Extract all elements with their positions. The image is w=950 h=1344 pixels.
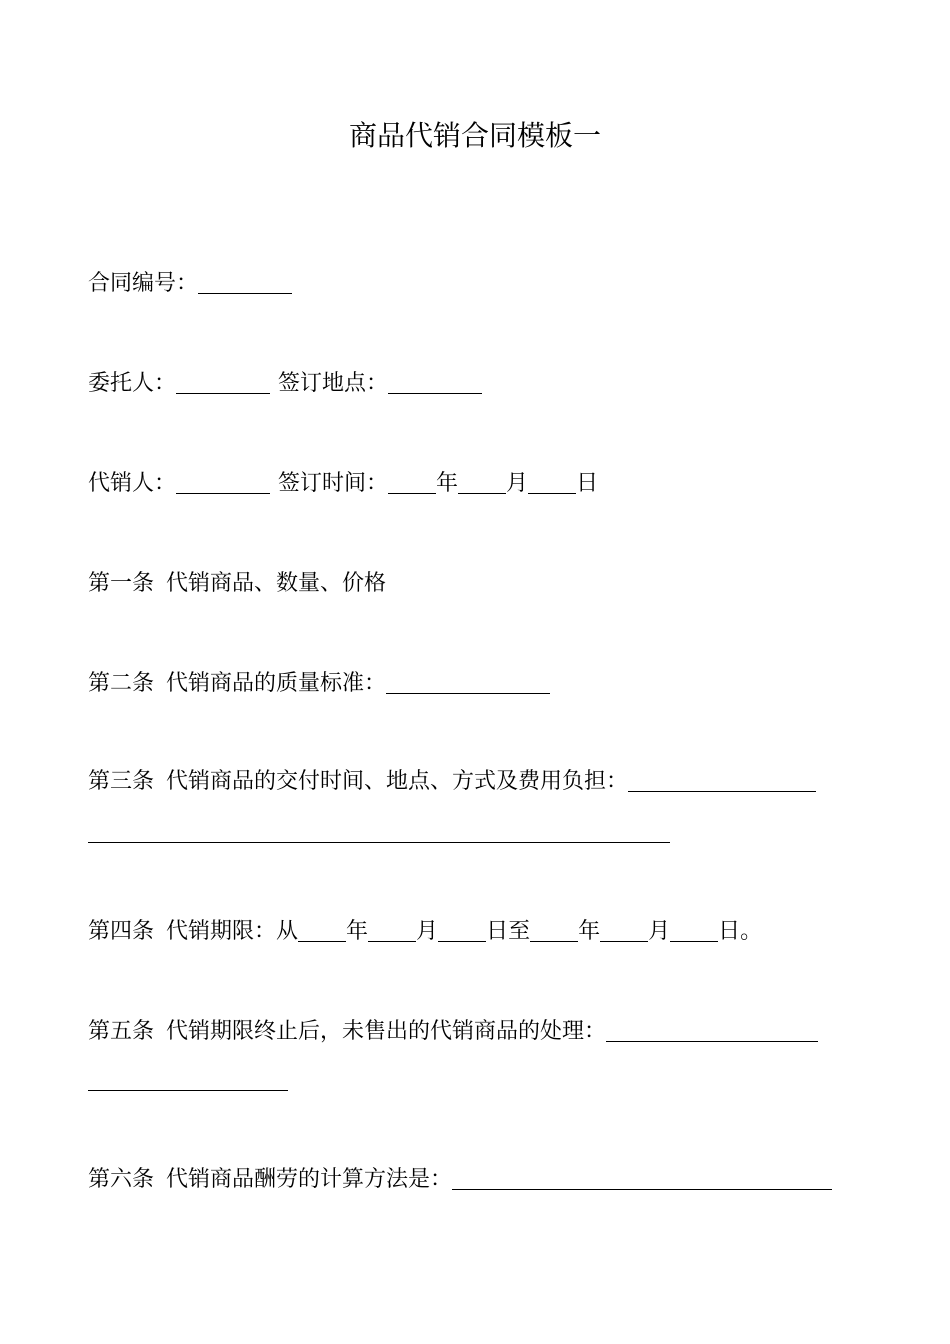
start-year-blank[interactable]: [298, 919, 346, 942]
clause-6-text: 代销商品酬劳的计算方法是：: [166, 1167, 453, 1192]
start-month-text: 月: [416, 919, 439, 944]
start-year-text: 年: [346, 919, 369, 944]
clause-1-text: 代销商品、数量、价格: [166, 571, 387, 596]
sign-month-blank[interactable]: [458, 471, 506, 494]
clause-5-number: 第五条: [88, 1019, 155, 1044]
start-day-blank[interactable]: [438, 919, 486, 942]
clause-6-number: 第六条: [88, 1167, 155, 1192]
clause-5-blank[interactable]: [606, 1019, 818, 1042]
clause-5-text: 代销期限终止后，未售出的代销商品的处理：: [166, 1019, 607, 1044]
end-day-text: 日。: [718, 919, 763, 944]
year-text: 年: [436, 471, 459, 496]
clause-6: [88, 1164, 832, 1196]
contract-number-line: [88, 268, 292, 300]
end-year-text: 年: [578, 919, 601, 944]
client-label: 委托人：: [88, 371, 177, 396]
agent-blank[interactable]: [176, 471, 270, 494]
document-title: 商品代销合同模板一: [348, 119, 601, 152]
sign-time-label: 签订时间：: [278, 471, 389, 496]
client-line: [88, 368, 482, 400]
clause-2-text: 代销商品的质量标准：: [166, 671, 387, 696]
clause-2: [88, 668, 550, 700]
start-day-text: 日: [486, 919, 509, 944]
sign-place-blank[interactable]: [388, 371, 482, 394]
day-text: 日: [576, 471, 599, 496]
clause-1-number: 第一条: [88, 571, 155, 596]
clause-3-text: 代销商品的交付时间、地点、方式及费用负担：: [166, 769, 629, 794]
clause-4: [88, 916, 762, 948]
clause-4-text: 代销期限：从: [166, 919, 299, 944]
end-month-blank[interactable]: [600, 919, 648, 942]
clause-1: [88, 568, 386, 600]
clause-2-blank[interactable]: [386, 671, 550, 694]
clause-5-blank-continued[interactable]: [88, 1089, 288, 1091]
to-text: 至: [508, 919, 531, 944]
agent-label: 代销人：: [88, 471, 177, 496]
contract-number-label: 合同编号：: [88, 271, 199, 296]
client-blank[interactable]: [176, 371, 270, 394]
month-text: 月: [506, 471, 529, 496]
clause-3-number: 第三条: [88, 769, 155, 794]
agent-line: [88, 468, 598, 500]
clause-5: [88, 1016, 818, 1048]
sign-place-label: 签订地点：: [278, 371, 389, 396]
clause-3-blank-continued[interactable]: [88, 841, 670, 843]
clause-6-blank[interactable]: [452, 1167, 832, 1190]
end-year-blank[interactable]: [530, 919, 578, 942]
clause-3-blank[interactable]: [628, 769, 816, 792]
clause-4-number: 第四条: [88, 919, 155, 944]
clause-2-number: 第二条: [88, 671, 155, 696]
start-month-blank[interactable]: [368, 919, 416, 942]
end-month-text: 月: [648, 919, 671, 944]
end-day-blank[interactable]: [670, 919, 718, 942]
sign-day-blank[interactable]: [528, 471, 576, 494]
clause-3: [88, 766, 816, 798]
contract-number-blank[interactable]: [198, 271, 292, 294]
sign-year-blank[interactable]: [388, 471, 436, 494]
